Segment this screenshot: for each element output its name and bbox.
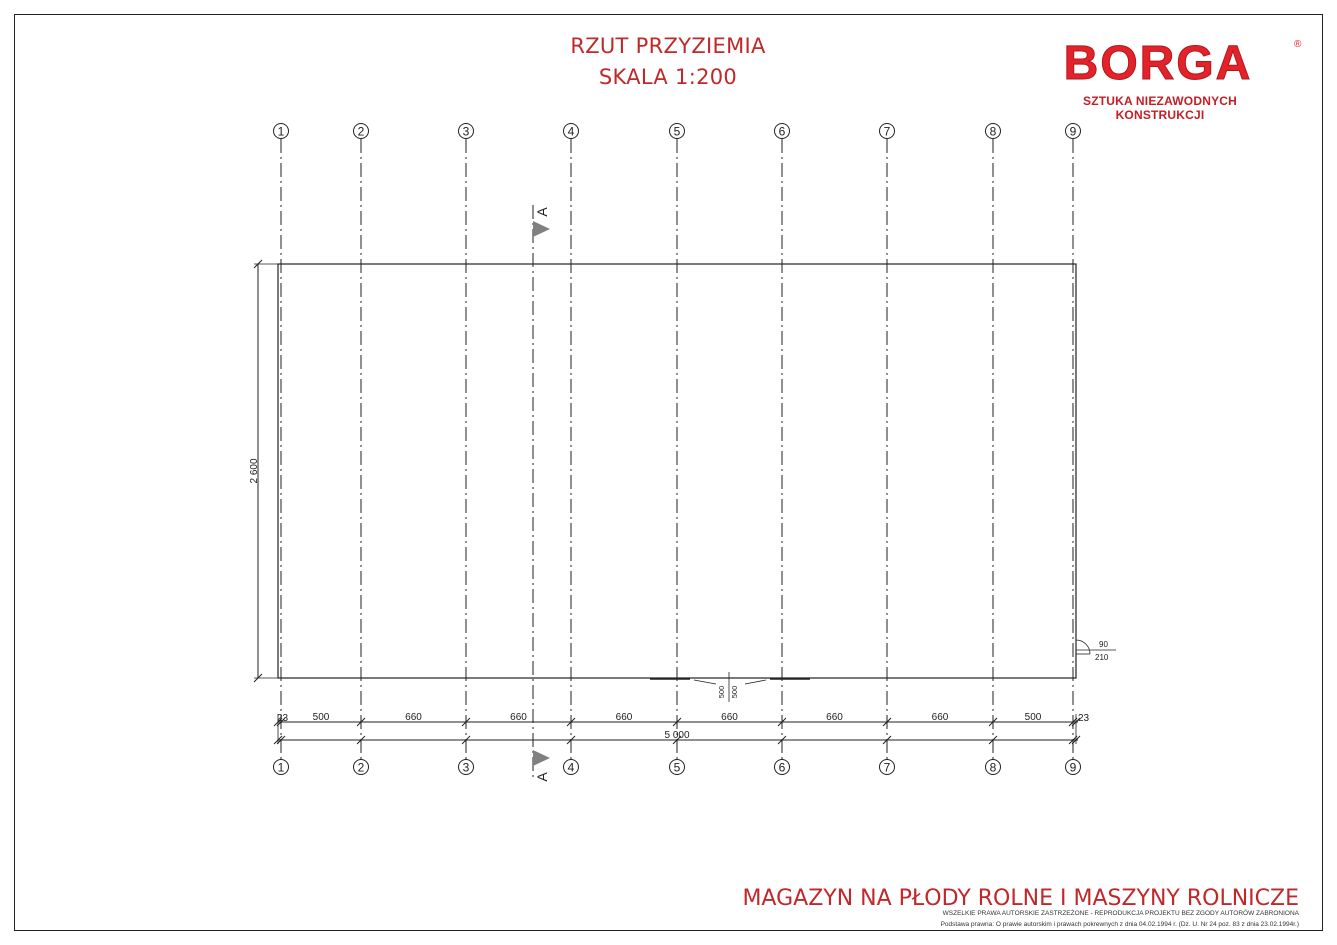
edge-offset-right: 23 <box>1078 713 1090 724</box>
copyright-notice: WSZELKIE PRAWA AUTORSKIE ZASTRZEŻONE - REPRODUKCJA PROJEKTU BEZ ZGODY AUTORÓW ZABRONIONA <box>942 910 1299 917</box>
axis-1 <box>274 124 289 775</box>
logo-registered-mark: ® <box>1294 39 1302 50</box>
edge-offset-left: 23 <box>277 713 289 724</box>
total-length-label: 5 000 <box>664 730 690 741</box>
axis-7 <box>880 124 895 775</box>
logo-tagline: SZTUKA NIEZAWODNYCH KONSTRUKCJI <box>1082 94 1238 122</box>
axis-8 <box>986 124 1001 775</box>
axis-4 <box>564 124 579 775</box>
axis-label-bottom: 5 <box>673 760 681 775</box>
project-title: MAGAZYN NA PŁODY ROLNE I MASZYNY ROLNICZE <box>742 886 1299 911</box>
section-label-top: A <box>534 207 550 217</box>
spacing-label: 660 <box>510 712 527 723</box>
logo-wordmark: BORGA <box>1063 37 1253 90</box>
axis-6 <box>775 124 790 775</box>
section-marker-bottom <box>533 750 550 766</box>
axis-label-bottom: 8 <box>989 760 997 775</box>
axis-label-top: 3 <box>462 124 470 139</box>
axis-label-bottom: 2 <box>357 760 365 775</box>
axis-label-bottom: 1 <box>277 760 285 775</box>
spacing-label: 660 <box>931 712 949 723</box>
door-height-label: 210 <box>1095 653 1109 662</box>
personnel-door <box>1076 640 1116 662</box>
axis-label-bottom: 3 <box>462 760 470 775</box>
spacing-label: 660 <box>826 712 843 723</box>
gate-dim-right: 500 <box>730 685 739 699</box>
axis-label-top: 5 <box>673 124 681 139</box>
axis-label-bottom: 4 <box>567 760 575 775</box>
axis-label-bottom: 9 <box>1069 760 1077 775</box>
total-width-label: 2 600 <box>249 458 260 484</box>
axis-5 <box>670 124 685 775</box>
axis-label-bottom: 7 <box>883 760 891 775</box>
axis-label-top: 9 <box>1069 124 1077 139</box>
door-width-label: 90 <box>1099 640 1108 649</box>
spacing-label: 500 <box>1024 712 1042 723</box>
grid-axes <box>274 124 1081 775</box>
spacing-label: 660 <box>721 712 738 723</box>
spacing-label: 500 <box>312 712 330 723</box>
section-marker-top <box>533 221 550 237</box>
legal-basis-note: Podstawa prawna: O prawie autorskim i prawach pokrewnych z dnia 04.02.1994 r. (Dz. U. Nr 24 poz. 83 z dnia 23.02.1994r.) <box>940 921 1299 928</box>
axis-2 <box>354 124 369 775</box>
axis-label-top: 1 <box>277 124 285 139</box>
axis-9 <box>1066 124 1081 775</box>
axis-label-top: 4 <box>567 124 575 139</box>
borga-logo <box>1064 37 1302 90</box>
drawing-scale: SKALA 1:200 <box>598 65 738 89</box>
drawing-title: RZUT PRZYZIEMIA <box>570 34 766 58</box>
axis-3 <box>459 124 474 775</box>
axis-label-top: 2 <box>357 124 365 139</box>
axis-label-top: 8 <box>989 124 997 139</box>
spacing-label: 660 <box>615 712 633 723</box>
axis-label-top: 6 <box>778 124 786 139</box>
axis-label-bottom: 6 <box>778 760 786 775</box>
section-label-bottom: A <box>534 772 550 782</box>
spacing-label: 660 <box>405 712 422 723</box>
gate-dim-left: 500 <box>717 685 726 699</box>
axis-label-top: 7 <box>883 124 891 139</box>
width-dimension <box>249 260 278 682</box>
sliding-gate <box>650 672 810 702</box>
